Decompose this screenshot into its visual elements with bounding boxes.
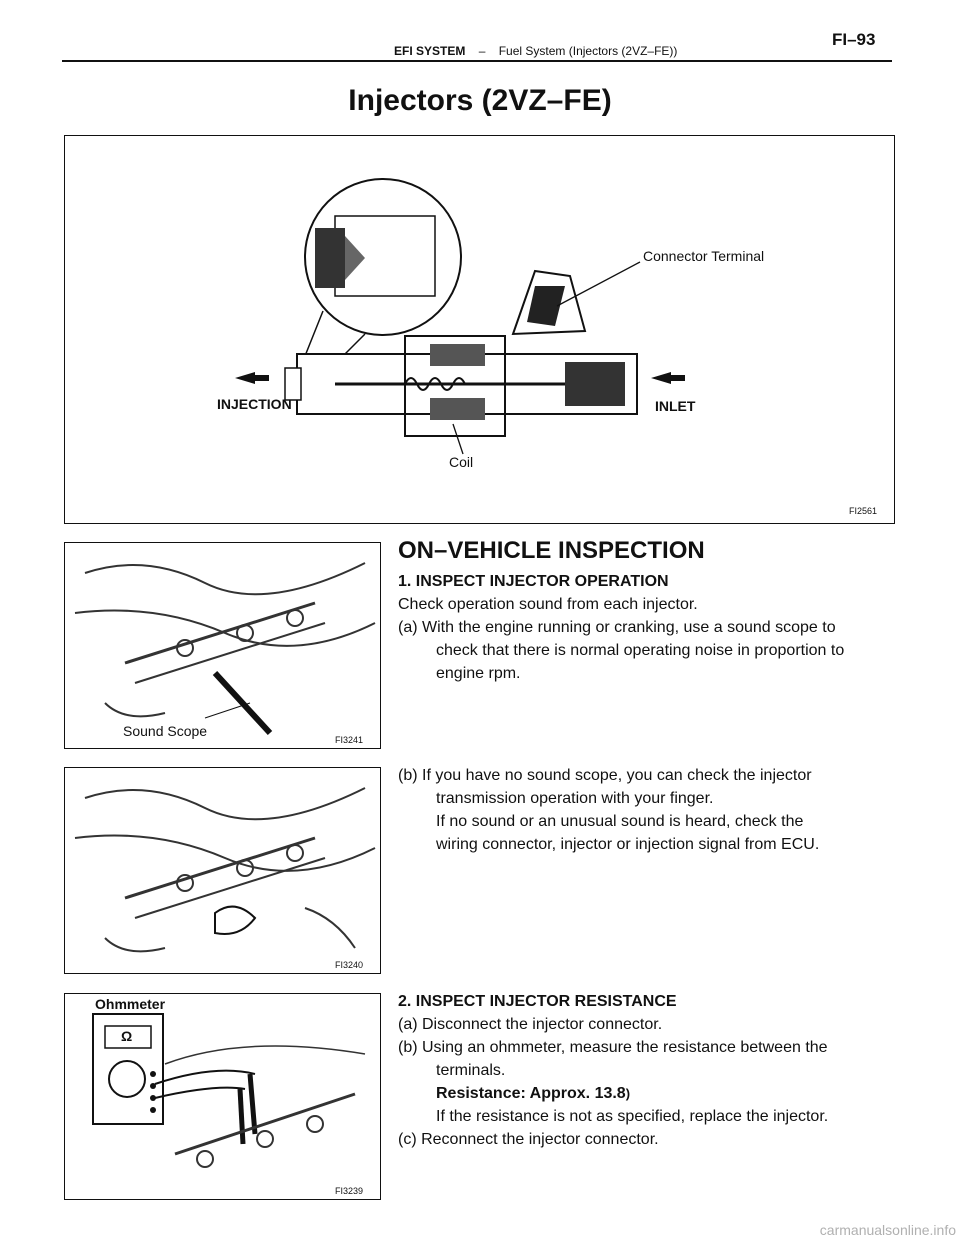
engine-sketch-sound-scope <box>65 543 380 748</box>
watermark: carmanualsonline.info <box>819 1222 956 1238</box>
figure-code: FI2561 <box>849 506 878 516</box>
step1a-line1: (a) With the engine running or cranking, use a sound scope to <box>398 619 836 636</box>
injection-label: INJECTION <box>217 396 292 412</box>
step1a-line2: check that there is normal operating noise in proportion to <box>436 642 845 659</box>
figure-code: FI3239 <box>335 1186 364 1196</box>
step1-intro: Check operation sound from each injector. <box>398 596 698 613</box>
ohmmeter-sketch <box>65 994 380 1199</box>
step1-title: 1. INSPECT INJECTOR OPERATION <box>398 573 669 590</box>
step1b-line2: transmission operation with your finger. <box>436 790 714 807</box>
step1b-line1: (b) If you have no sound scope, you can check the injector <box>398 767 812 784</box>
ohm-symbol: Ω <box>121 1028 133 1044</box>
resistance-unit: ) <box>625 1086 631 1101</box>
step2b-line1: (b) Using an ohmmeter, measure the resistance between the <box>398 1039 828 1056</box>
step1b-line3: If no sound or an unusual sound is heard, check the <box>436 813 804 830</box>
page-number: FI–93 <box>832 30 876 49</box>
step2-title: 2. INSPECT INJECTOR RESISTANCE <box>398 993 677 1010</box>
finger-check-figure <box>64 767 381 974</box>
page-title: Injectors (2VZ–FE) <box>348 84 612 117</box>
step2b-line2: terminals. <box>436 1062 506 1079</box>
header-rule <box>62 60 892 62</box>
inlet-label: INLET <box>655 398 696 414</box>
resistance-spec <box>398 1082 828 1105</box>
step1a-line3: engine rpm. <box>436 665 521 682</box>
engine-sketch-finger-check <box>65 768 380 973</box>
injector-cutaway-figure <box>64 135 895 524</box>
sound-scope-label: Sound Scope <box>123 723 208 739</box>
resistance-spec-text: Resistance: Approx. 13.8 <box>436 1085 626 1102</box>
header-section: EFI SYSTEM <box>394 44 466 58</box>
ohmmeter-label: Ohmmeter <box>95 996 166 1012</box>
step2a: (a) Disconnect the injector connector. <box>398 1016 663 1033</box>
connector-terminal-label: Connector Terminal <box>643 248 765 264</box>
step2c: (c) Reconnect the injector connector. <box>398 1131 659 1148</box>
figure-code: FI3240 <box>335 960 364 970</box>
step1b-line4: wiring connector, injector or injection signal from ECU. <box>436 836 820 853</box>
ohmmeter-figure <box>64 993 381 1200</box>
header-separator: – <box>478 44 486 58</box>
sound-scope-figure <box>64 542 381 749</box>
coil-label: Coil <box>449 454 474 470</box>
step2b-line4: If the resistance is not as specified, replace the injector. <box>436 1108 829 1125</box>
header-subtitle: Fuel System (Injectors (2VZ–FE)) <box>498 44 678 58</box>
injector-cutaway-drawing <box>65 136 894 523</box>
section-heading: ON–VEHICLE INSPECTION <box>398 537 705 564</box>
step2-block <box>398 990 828 1151</box>
step1b-block <box>398 764 819 856</box>
step1-block <box>398 570 844 685</box>
running-header <box>394 44 677 58</box>
figure-code: FI3241 <box>335 735 364 745</box>
